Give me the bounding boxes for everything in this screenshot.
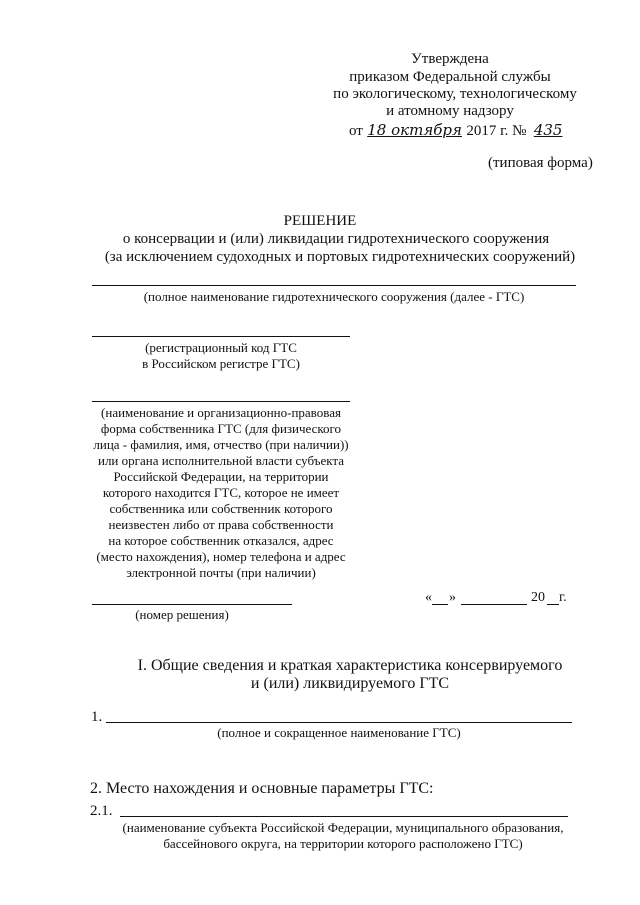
approval-from-prefix: от bbox=[349, 123, 363, 139]
owner-caption-line: или органа исполнительной власти субъекта bbox=[97, 453, 345, 468]
section1-heading-1: I. Общие сведения и краткая характеристика консервируемого bbox=[137, 657, 563, 674]
owner-caption-line: на которое собственник отказался, адрес bbox=[108, 533, 334, 548]
approval-number-handwritten: 435 bbox=[533, 121, 563, 139]
date-day-blank bbox=[432, 604, 448, 605]
owner-caption-line: Российской Федерации, на территории bbox=[113, 469, 329, 484]
item21-line bbox=[120, 816, 568, 817]
date-year-suffix: г. bbox=[559, 590, 567, 605]
owner-caption-line: собственника или собственник которого bbox=[109, 501, 333, 516]
reg-code-caption-2: в Российском регистре ГТС) bbox=[142, 356, 300, 371]
decision-date bbox=[425, 590, 575, 608]
item21-caption-1: (наименование субъекта Российской Федерации, муниципального образования, bbox=[122, 820, 564, 835]
date-year-prefix: 20 bbox=[531, 590, 545, 605]
item21-label: 2.1. bbox=[90, 803, 113, 819]
owner-caption-line: (наименование и организационно-правовая bbox=[101, 405, 341, 420]
document-title: РЕШЕНИЕ bbox=[283, 213, 357, 229]
approval-year-number: 2017 г. № bbox=[466, 123, 527, 139]
approval-line-3: по экологическому, технологическому bbox=[333, 86, 577, 102]
item1-label: 1. bbox=[91, 709, 103, 725]
full-name-line bbox=[92, 285, 576, 286]
approval-line-1: Утверждена bbox=[411, 51, 489, 67]
date-open-quote: « bbox=[425, 590, 432, 605]
reg-code-line bbox=[92, 336, 350, 337]
owner-caption-line: неизвестен либо от права собственности bbox=[108, 517, 334, 532]
approval-date-handwritten: 18 октября bbox=[367, 121, 462, 139]
item1-line bbox=[106, 722, 572, 723]
approval-line-4: и атомному надзору bbox=[386, 103, 514, 119]
owner-caption-line: которого находится ГТС, которое не имеет bbox=[102, 485, 340, 500]
owner-caption-line: (место нахождения), номер телефона и адрес bbox=[96, 549, 346, 564]
full-name-caption: (полное наименование гидротехнического сооружения (далее - ГТС) bbox=[143, 289, 525, 304]
owner-caption bbox=[82, 405, 360, 581]
date-month-blank bbox=[461, 604, 527, 605]
owner-caption-line: электронной почты (при наличии) bbox=[126, 565, 316, 580]
form-type-label: (типовая форма) bbox=[488, 155, 593, 171]
section2-heading: 2. Место нахождения и основные параметры ГТС: bbox=[90, 780, 434, 797]
date-close-quote: » bbox=[449, 590, 456, 605]
approval-line-2: приказом Федеральной службы bbox=[349, 69, 551, 85]
item1-caption: (полное и сокращенное наименование ГТС) bbox=[217, 725, 461, 740]
item21-caption-2: бассейнового округа, на территории которого расположено ГТС) bbox=[163, 836, 523, 851]
owner-line bbox=[92, 401, 350, 402]
reg-code-caption-1: (регистрационный код ГТС bbox=[145, 340, 297, 355]
owner-caption-line: лица - фамилия, имя, отчество (при наличии)) bbox=[93, 437, 349, 452]
section1-heading-2: и (или) ликвидируемого ГТС bbox=[250, 675, 450, 692]
document-subtitle-2: (за исключением судоходных и портовых гидротехнических сооружений) bbox=[104, 249, 576, 265]
decision-number-caption: (номер решения) bbox=[135, 607, 229, 622]
document-subtitle-1: о консервации и (или) ликвидации гидротехнического сооружения bbox=[122, 231, 550, 247]
decision-number-line bbox=[92, 604, 292, 605]
owner-caption-line: форма собственника ГТС (для физического bbox=[100, 421, 342, 436]
date-year-blank bbox=[547, 604, 559, 605]
approval-date-line bbox=[349, 121, 566, 140]
